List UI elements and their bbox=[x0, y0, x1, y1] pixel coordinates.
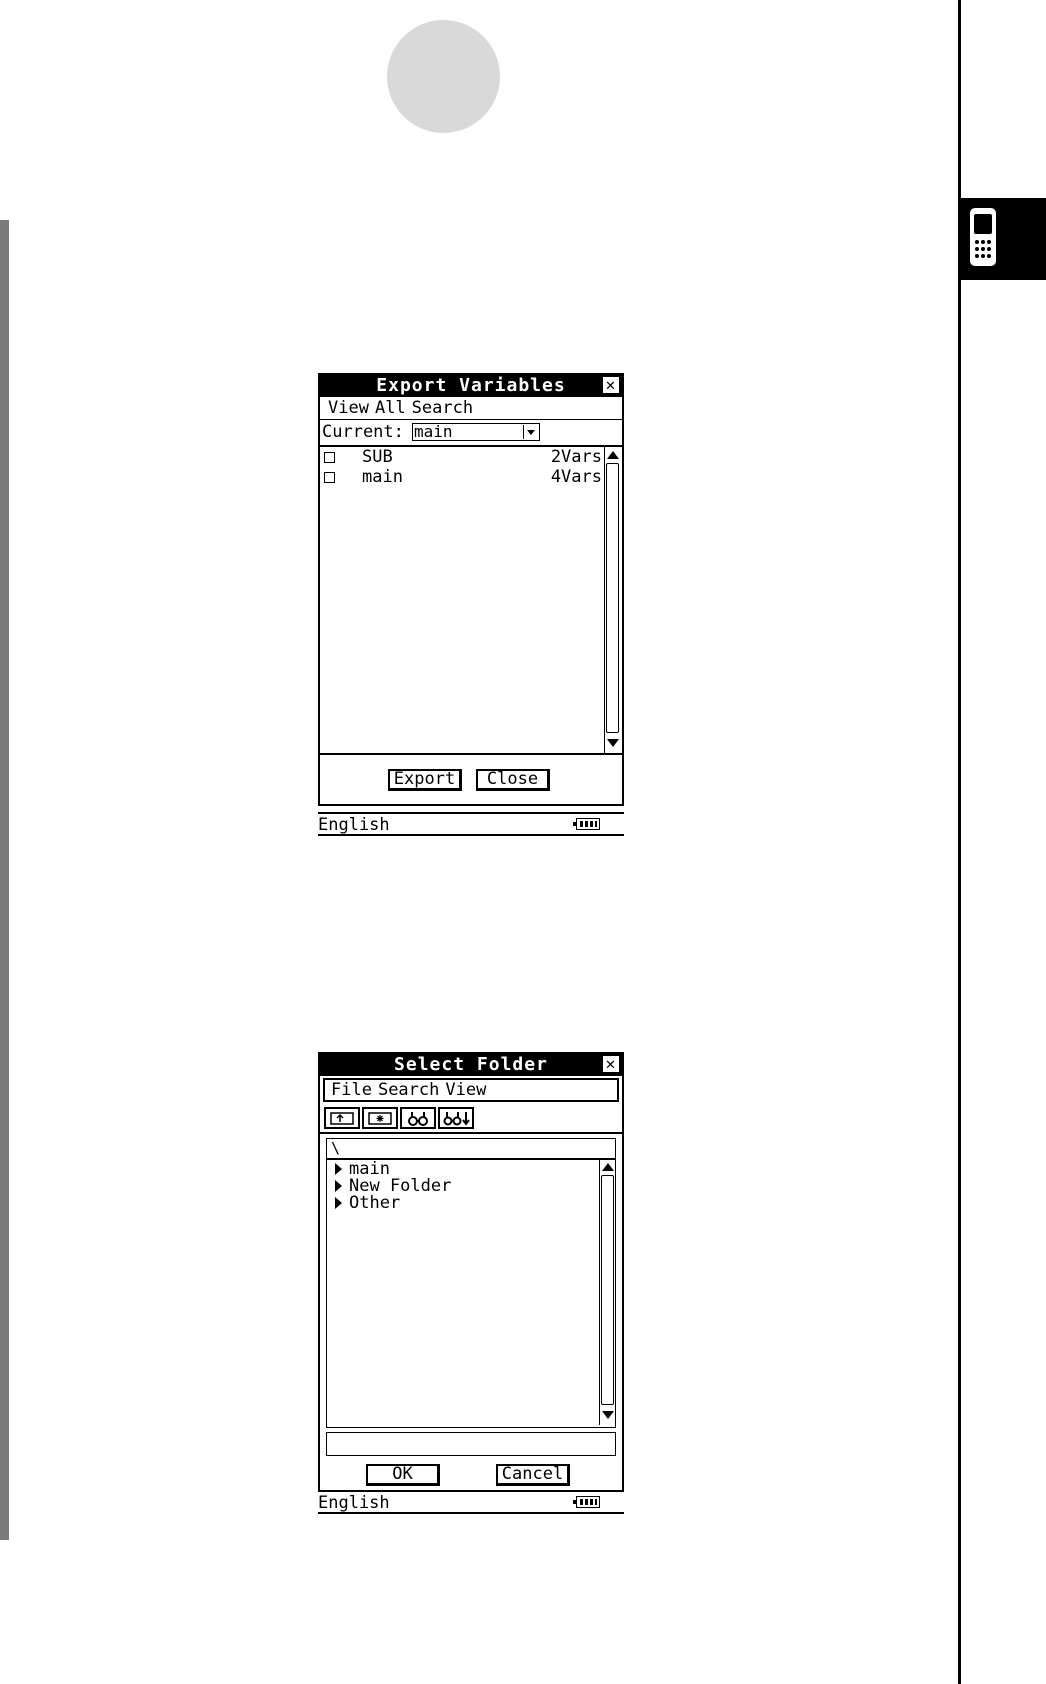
parent-folder-icon[interactable] bbox=[324, 1107, 360, 1129]
page-marker-circle bbox=[387, 20, 500, 133]
cancel-button[interactable]: Cancel bbox=[496, 1464, 570, 1486]
menu-view[interactable]: View bbox=[328, 398, 369, 418]
variable-folder-list bbox=[320, 447, 622, 755]
folder-tree bbox=[326, 1158, 616, 1428]
current-folder-select[interactable] bbox=[412, 423, 540, 441]
menu-search[interactable]: Search bbox=[377, 1080, 440, 1100]
close-button[interactable]: Close bbox=[476, 769, 550, 791]
language-indicator: English bbox=[318, 815, 390, 835]
folder-var-count: 2Vars bbox=[550, 447, 602, 467]
export-dialog-titlebar bbox=[320, 375, 622, 397]
menu-all[interactable]: All bbox=[374, 398, 406, 418]
expand-arrow-icon[interactable] bbox=[335, 1197, 342, 1209]
menu-file[interactable]: File bbox=[331, 1080, 372, 1100]
scroll-up-icon[interactable] bbox=[607, 451, 619, 459]
folder-name: main bbox=[362, 467, 403, 487]
ok-button[interactable]: OK bbox=[366, 1464, 440, 1486]
folder-name-input[interactable] bbox=[326, 1432, 616, 1456]
folder-path bbox=[326, 1138, 616, 1160]
select-folder-title: Select Folder bbox=[394, 1054, 548, 1075]
language-indicator: English bbox=[318, 1493, 390, 1513]
export-button[interactable]: Export bbox=[388, 769, 462, 791]
list-item[interactable] bbox=[320, 467, 602, 487]
scroll-track[interactable] bbox=[601, 1175, 614, 1405]
close-icon[interactable]: ✕ bbox=[602, 376, 620, 394]
battery-icon bbox=[576, 818, 600, 830]
expand-arrow-icon[interactable] bbox=[335, 1163, 342, 1175]
folder-name: Other bbox=[349, 1193, 401, 1213]
status-bar bbox=[318, 1490, 624, 1514]
folder-name: SUB bbox=[362, 447, 393, 467]
current-folder-value: main bbox=[414, 422, 453, 441]
checkbox[interactable] bbox=[324, 452, 335, 463]
chapter-tab bbox=[960, 198, 1046, 280]
scroll-up-icon[interactable] bbox=[602, 1163, 614, 1171]
checkbox[interactable] bbox=[324, 472, 335, 483]
left-margin-bar bbox=[0, 220, 9, 1540]
expand-arrow-icon[interactable] bbox=[335, 1180, 342, 1192]
folder-path-text: \ bbox=[331, 1139, 341, 1157]
export-variables-dialog bbox=[318, 373, 624, 806]
folder-name: main bbox=[349, 1159, 390, 1179]
folder-menubar bbox=[323, 1078, 619, 1102]
status-bar bbox=[318, 812, 624, 836]
select-folder-dialog bbox=[318, 1052, 624, 1492]
current-folder-row bbox=[320, 421, 622, 447]
folder-toolbar bbox=[320, 1106, 622, 1134]
scroll-down-icon[interactable] bbox=[602, 1411, 614, 1419]
search-next-icon[interactable] bbox=[438, 1107, 474, 1129]
search-icon[interactable] bbox=[400, 1107, 436, 1129]
folder-var-count: 4Vars bbox=[550, 467, 602, 487]
select-folder-titlebar bbox=[320, 1054, 622, 1076]
chevron-down-icon[interactable] bbox=[523, 425, 538, 439]
battery-icon bbox=[576, 1496, 600, 1508]
current-label: Current: bbox=[322, 422, 404, 442]
scroll-down-icon[interactable] bbox=[607, 739, 619, 747]
export-dialog-title: Export Variables bbox=[376, 375, 566, 396]
close-icon[interactable]: ✕ bbox=[602, 1055, 620, 1073]
menu-view[interactable]: View bbox=[445, 1080, 487, 1100]
new-folder-icon[interactable] bbox=[362, 1107, 398, 1129]
menu-search[interactable]: Search bbox=[411, 398, 474, 418]
scroll-track[interactable] bbox=[606, 463, 619, 733]
export-menubar bbox=[320, 397, 622, 420]
vertical-scrollbar[interactable] bbox=[604, 447, 620, 753]
calculator-icon bbox=[968, 206, 998, 268]
folder-name: New Folder bbox=[349, 1176, 452, 1196]
vertical-scrollbar[interactable] bbox=[599, 1159, 615, 1425]
list-item[interactable] bbox=[320, 447, 602, 467]
